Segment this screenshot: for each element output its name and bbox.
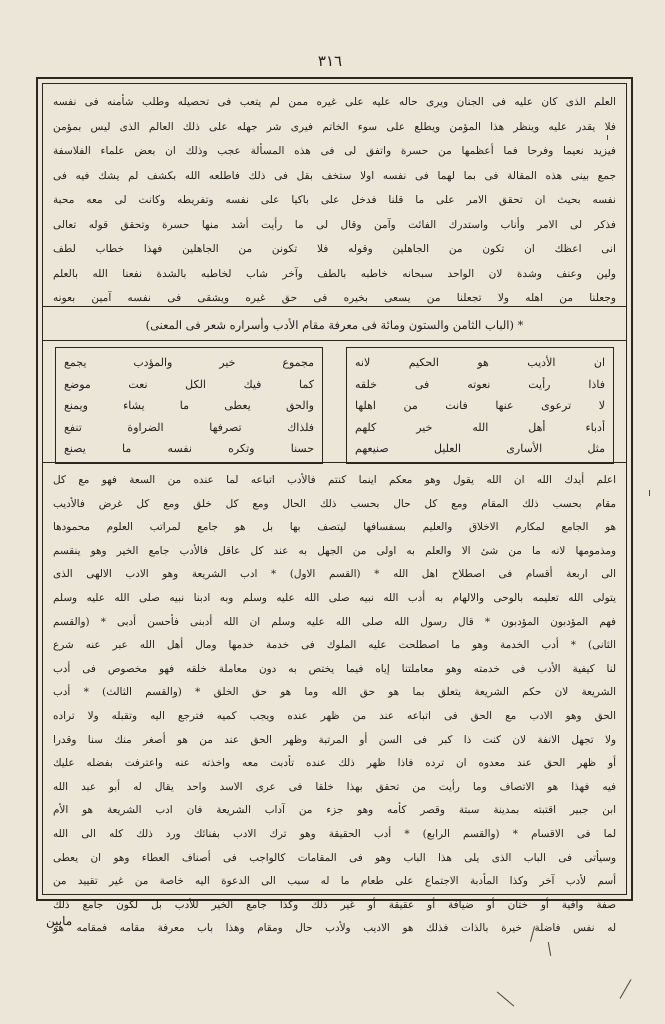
text-line: فلا يقدر عليه وينظر هذا المؤمن ويطلع على سوء الخاتم فيرى شر جهله على ذلك العالم الذى ليس بمؤمن <box>53 120 616 133</box>
divider-rule <box>43 462 626 463</box>
pencil-mark <box>649 490 650 496</box>
text-line: اعلم أيدك الله ان الله يقول وهو معكم اينما كنتم فالأدب اتباعه لما عنده من السعة فهو مع كل <box>53 474 616 486</box>
verse-hemistich: أدباء أهل الله خير كلهم <box>355 420 605 434</box>
verse-hemistich: ان الأديب هو الحكيم لانه <box>355 356 605 369</box>
text-line: لما فى الاقسام * (والقسم الرابع) * أدب الحقيقة وهو ترك الادب بفنائك ورد ذلك كله الى الله <box>53 827 616 840</box>
verse-hemistich: لا ترعوى عنها فانت من اهلها <box>355 399 605 412</box>
verse-hemistich: فلذاك تصرفها الضراوة تنفع <box>64 420 314 434</box>
text-line: فذكر لى الامر وأناب واستدرك الفائت وآمن وقال لى ما رأيت أشد منها حسرة وتحقق قوله تعالى <box>53 218 616 231</box>
verse-hemistich: فاذا رأيت نعوته فى خلقه <box>355 377 605 391</box>
text-line: الثانى) * أدب الخدمة وهو ما اصطلحت عليه الملوك فى خدمة خدمها ومال أهل الله عبر عنه شرع <box>53 639 616 652</box>
poem-right-column <box>346 347 614 464</box>
text-line: نفسه بحيث ان تحقق الامر على ما قلنا فدخل على باكيا على نفسه وتفريطه وكانت لى معه محبة <box>53 194 616 206</box>
text-line: وسيأتى فى الباب الذى يلى هذا الباب وهو فى المقامات كالواجب فى أصناف العطاء وهو ان يعطى <box>53 851 616 864</box>
text-line: مقام بحسب ذلك المقام ومع كل حال بحسب ذلك الحال ومع كل خلق ومع كل غرض فالأديب <box>53 497 616 510</box>
text-line: فيزيد نعيما وفرحا فما أعظمها من حسرة واتفق لى فى هذه المسألة عجب وذلك ان بعض علماء الفلاسفة <box>53 145 616 157</box>
text-line: أو ظهر الحق عند معدوه ان ترده فاذا ظهر ذلك عنده تأدبت معه واخذته عنه واعترفت بفضله عليك <box>53 757 616 770</box>
text-line: الى اربعة أقسام فى اصطلاح اهل الله * (القسم الاول) * ادب الشريعة وهو الادب الالهى الذى <box>53 568 616 581</box>
verse-hemistich: كما فيك الكل نعت موضع <box>64 377 314 391</box>
pencil-mark <box>548 942 551 956</box>
divider-rule <box>43 340 626 341</box>
pencil-mark <box>607 135 608 140</box>
text-line: صفة وافية أو ختان أو ضيافة أو عقيقة أو غير ذلك وكذا جامع الخير للأدب بل لكون جامع ذلك <box>53 898 616 911</box>
poem-left-column <box>55 347 323 464</box>
text-line: فهم المؤدبون المؤدبون * قال رسول الله صلى الله عليه وسلم ان الله أدبنى فأحسن أدبى * (والقسم <box>53 615 616 628</box>
text-line: الشريعة لان حكم الشريعة يتعلق بما هو حق الله وما هو حق الخلق * (والقسم الثالث) * أدب <box>53 686 616 699</box>
chapter-heading: * (الباب الثامن والستون ومائة فى معرفة مقام الأدب وأسراره شعر فى المعنى) <box>145 318 524 332</box>
verse-hemistich: حسنا وتكره نفسه ما يصنع <box>64 442 314 455</box>
text-line: وجعلنا من اهله ولا تجعلنا من يسعى بخيره فى حق غيره ويشقى فى نفسه آمين بعونه <box>53 292 616 304</box>
verse-hemistich: والحق يعطى ما يشاء ويمنع <box>64 399 314 412</box>
text-line: العلم الذى كان عليه فى الجنان ويرى حاله عليه على غيره ممن لم يتعب فى تحصيله وطلب شأمنه فى نفسه <box>53 96 616 108</box>
text-line: ولين وعنف وشدة لان الواحد سبحانه خاطبه بالطف وآخر شاب لخاطبه بالشدة نفعنا الله بالعلم <box>53 267 616 280</box>
text-line: جمع بينى هذه المقالة فى بما لهما فى نفسه اولا ستخف بقل فى ذلك فاطلعه الله بكشف لم يشك فيه فى <box>53 169 616 182</box>
page-number: ٣١٦ <box>317 52 343 70</box>
text-line: ولا تجهل الانفة لان كنت ذا كبر فى السن أو المرتبة وظهر الحق عند من هو أصغر منك سنا وقدرا <box>53 733 616 746</box>
text-line: أسم لأدب آخر وكذا المأدبة الاجتماع على طعام ما له سبب الى الدعوة اليه خاصة من غير تقييد من <box>53 875 616 888</box>
verse-hemistich: مجموع خير والمؤدب يجمع <box>64 356 314 369</box>
text-line: لنا كيفية الأدب فى خدمته وهو معاملتنا إياه فيما يختص به دون معاملة خلقه فهو مخصوص فى أدب <box>53 662 616 675</box>
verse-hemistich: مثل الأسارى العليل صنيعهم <box>355 442 605 455</box>
text-line: هو الجامع لمكارم الاخلاق والعليم بسفسافها ليتصف بها بل هو جامع لمراتب العلوم محمودها <box>53 521 616 534</box>
catchword: مابين <box>46 914 73 928</box>
text-line: ابن جبير اقتبته بمدينة سبتة وقصر كأمه وهو جزء من آداب الشريعة فان ادب الشريعة هو الأم <box>53 804 616 817</box>
text-line: فيه فهذا هو الاتصاف وما رأيت من تحقق بهذا خلقا فى عرى الاسد واحد يقال له أبو عبد الله <box>53 780 616 793</box>
text-line: ومذمومها لانه ما من شئ الا والعلم به اولى من الجهل به عند كل عاقل فالأدب جامع الخير وهو ينقسم <box>53 544 616 557</box>
pencil-mark <box>620 979 632 999</box>
divider-rule <box>43 306 626 307</box>
text-line: الحق وهو الادب مع الحق فى اتباعه عند من ظهر عنده ويجب كميه فترجع اليه وتقبله ولا تراده <box>53 709 616 722</box>
text-line: يتولى الله تعليمه بالوحى والالهام به أدب الله نبيه صلى الله عليه وسلم وبه ادبنا نبيه صلى الله عليه وسلم <box>53 591 616 604</box>
text-line: له نفس فاضلة خيرة بالذات فذلك هو الاديب ولأدب حال ومقام وهذا باب معرفة مقامه فمقامه هو <box>53 922 616 935</box>
pencil-mark <box>497 992 514 1007</box>
text-line: انى اعظك ان تكون من الجاهلين وقوله فلا تكونن من الجاهلين فهذا خطاب لطف <box>53 243 616 255</box>
opening-paragraph <box>53 90 616 303</box>
